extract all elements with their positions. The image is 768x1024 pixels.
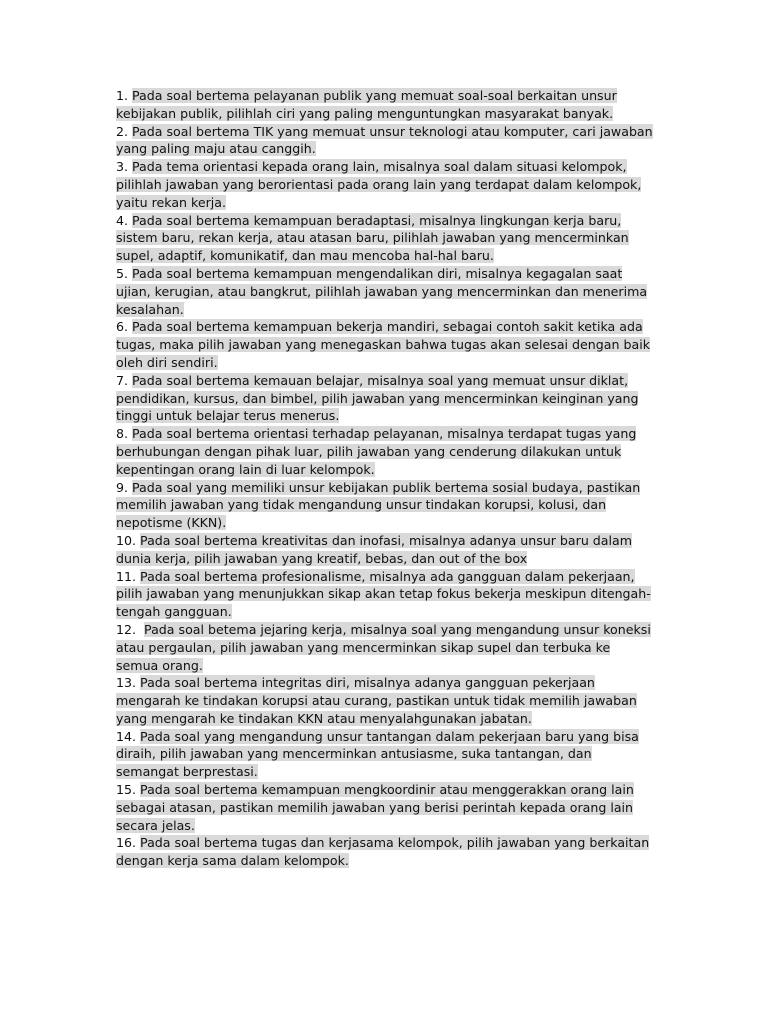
item-number: 16. (116, 835, 141, 851)
item-number: 14. (116, 728, 141, 744)
list-item (116, 158, 656, 211)
list-item (116, 265, 656, 318)
list-item (116, 568, 656, 621)
item-text: Pada tema orientasi kepada orang lain, misalnya soal dalam situasi kelompok, pilihlah jawaban yang berorientasi pada orang lain yang terdapat dalam kelompok, yaitu rekan kerja. (116, 159, 642, 210)
item-text: Pada soal bertema profesionalisme, misalnya ada gangguan dalam pekerjaan, pilih jawaban yang menunjukkan sikap akan tetap fokus bekerja meskipun ditengah-tengah gangguan. (116, 568, 651, 620)
list-item (116, 87, 656, 123)
list-item (116, 834, 656, 870)
item-text: Pada soal bertema kreativitas dan inofasi, misalnya adanya unsur baru dalam dunia kerja, pilih jawaban yang kreatif, bebas, dan out of the box (116, 532, 632, 566)
list-item (116, 318, 656, 371)
list-item (116, 372, 656, 425)
item-text: Pada soal bertema integritas diri, misalnya adanya gangguan pekerjaan mengarah ke tindakan korupsi atau curang, pastikan untuk tidak memilih jawaban yang mengarah ke tindakan KKN atau menyalahgunakan jabatan. (116, 675, 637, 726)
list-item (116, 674, 656, 727)
item-text: Pada soal yang memiliki unsur kebijakan publik bertema sosial budaya, pastikan memilih jawaban yang tidak mengandung unsur tindakan korupsi, kolusi, dan nepotisme (KKN). (116, 479, 641, 531)
item-text: Pada soal bertema orientasi terhadap pelayanan, misalnya terdapat tugas yang berhubungan dengan pihak luar, pilih jawaban yang cenderung dilakukan untuk kepentingan orang lain di luar kelompok. (116, 426, 637, 477)
item-number: 11. (116, 568, 141, 584)
list-item (116, 781, 656, 834)
item-number: 12. (116, 621, 145, 637)
item-text: Pada soal betema jejaring kerja, misalnya soal yang mengandung unsur koneksi atau pergaulan, pilih jawaban yang mencerminkan sikap supel dan terbuka ke semua orang. (116, 621, 651, 673)
item-number: 5. (116, 265, 133, 281)
item-number: 1. (116, 88, 133, 103)
item-number: 9. (116, 479, 133, 495)
item-text: Pada soal bertema kemampuan bekerja mandiri, sebagai contoh sakit ketika ada tugas, maka pilih jawaban yang menegaskan bahwa tugas akan selesai dengan baik oleh diri sendiri. (116, 319, 650, 370)
document-body (116, 87, 656, 870)
list-item (116, 728, 656, 781)
item-number: 7. (116, 372, 133, 388)
item-number: 10. (116, 532, 141, 548)
item-number: 4. (116, 212, 133, 228)
item-text: Pada soal bertema pelayanan publik yang memuat soal-soal berkaitan unsur kebijakan publik, pilihlah ciri yang paling menguntungkan masyarakat banyak. (116, 88, 617, 121)
list-item (116, 123, 656, 159)
list-item (116, 212, 656, 265)
list-item (116, 425, 656, 478)
item-number: 3. (116, 159, 133, 175)
list-item (116, 479, 656, 532)
list-item (116, 621, 656, 674)
item-text: Pada soal bertema tugas dan kerjasama kelompok, pilih jawaban yang berkaitan dengan kerja sama dalam kelompok. (116, 835, 650, 869)
item-text: Pada soal bertema kemampuan mengendalikan diri, misalnya kegagalan saat ujian, kerugian, atau bangkrut, pilihlah jawaban yang mencerminkan dan menerima kesalahan. (116, 265, 648, 317)
item-number: 8. (116, 426, 133, 442)
item-text: Pada soal bertema kemampuan beradaptasi, misalnya lingkungan kerja baru, sistem baru, rekan kerja, atau atasan baru, pilihlah jawaban yang mencerminkan supel, adaptif, komunikatif, dan mau mencoba hal-hal baru. (116, 212, 629, 264)
item-text: Pada soal bertema kemampuan mengkoordinir atau menggerakkan orang lain sebagai atasan, pastikan memilih jawaban yang berisi perintah kepada orang lain secara jelas. (116, 782, 634, 833)
item-number: 15. (116, 782, 141, 798)
item-number: 6. (116, 319, 133, 335)
item-text: Pada soal yang mengandung unsur tantangan dalam pekerjaan baru yang bisa diraih, pilih jawaban yang mencerminkan antusiasme, suka tantangan, dan semangat berprestasi. (116, 728, 639, 780)
list-item (116, 532, 656, 568)
item-text: Pada soal bertema TIK yang memuat unsur teknologi atau komputer, cari jawaban yang paling maju atau canggih. (116, 123, 653, 157)
item-number: 2. (116, 123, 133, 139)
item-number: 13. (116, 675, 141, 691)
item-text: Pada soal bertema kemauan belajar, misalnya soal yang memuat unsur diklat, pendidikan, kursus, dan bimbel, pilih jawaban yang mencerminkan keinginan yang tinggi untuk belajar terus menerus. (116, 372, 639, 424)
